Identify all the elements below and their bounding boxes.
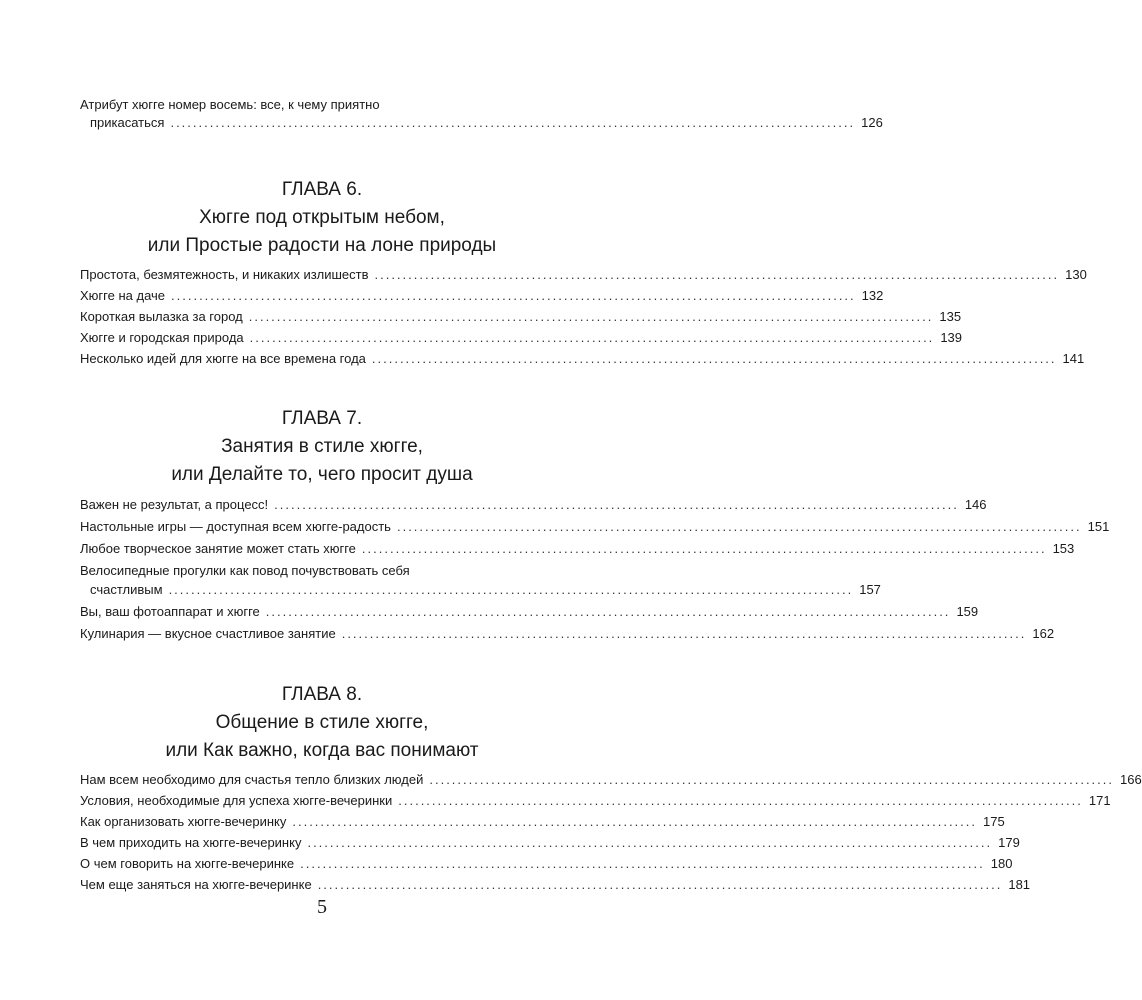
- toc-entry: [80, 266, 1087, 287]
- entry-title: Важен не результат, а процесс!: [80, 497, 269, 512]
- entry-page-number: 181: [1008, 877, 1031, 892]
- entry-title: Чем еще заняться на хюгге-вечеринке: [80, 877, 312, 892]
- toc-entry: [80, 329, 963, 350]
- dot-leader: ..........................................................................................................................: [265, 604, 951, 619]
- dot-leader: ..........................................................................................................................: [171, 288, 856, 303]
- toc-entry: [80, 562, 881, 603]
- entry-title: О чем говорить на хюгге-вечеринке: [80, 856, 295, 871]
- chapter-subtitle: или Делайте то, чего просит душа: [171, 464, 473, 485]
- dot-leader: ..........................................................................................................................: [274, 497, 959, 512]
- chapter-subtitle: или Простые радости на лоне природы: [147, 235, 497, 256]
- entry-page-number: 179: [998, 835, 1020, 850]
- toc-entry: [80, 540, 1075, 562]
- chapter-title: Занятия в стиле хюгге,: [221, 436, 423, 457]
- entry-page-number: 132: [861, 288, 884, 303]
- chapter-heading: [0, 405, 644, 489]
- toc-entry: [80, 96, 883, 132]
- dot-leader: ..........................................................................................................................: [300, 856, 985, 871]
- entry-page-number: 135: [939, 309, 962, 324]
- dot-leader: ..........................................................................................................................: [341, 626, 1027, 641]
- dot-leader: ..........................................................................................................................: [168, 582, 854, 597]
- entry-title: Кулинария — вкусное счастливое занятие: [80, 626, 336, 641]
- entry-page-number: 162: [1032, 626, 1055, 641]
- dot-leader: ..........................................................................................................................: [170, 115, 856, 130]
- toc-entry: [80, 855, 1013, 876]
- entry-page-number: 180: [990, 856, 1013, 871]
- toc-entry: [80, 813, 1005, 834]
- entry-title: Условия, необходимые для успеха хюгге-вечеринки: [80, 793, 393, 808]
- entry-title: Велосипедные прогулки как повод почувствовать себя: [80, 563, 410, 578]
- entry-page-number: 146: [964, 497, 987, 512]
- entry-title: Вы, ваш фотоаппарат и хюгге: [80, 604, 260, 619]
- entry-title: Хюгге на даче: [80, 288, 166, 303]
- entry-page-number: 126: [861, 115, 883, 130]
- entry-page-number: 175: [983, 814, 1005, 829]
- chapter-title: Хюгге под открытым небом,: [199, 207, 445, 228]
- entry-title-continuation: прикасаться: [90, 115, 165, 130]
- toc-entry: [80, 350, 1085, 371]
- dot-leader: ..........................................................................................................................: [292, 814, 978, 829]
- entry-title: Любое творческое занятие может стать хюгге: [80, 541, 356, 556]
- toc-entry: [80, 771, 1142, 792]
- entry-page-number: 139: [940, 330, 963, 345]
- chapter-label: ГЛАВА 6.: [281, 179, 363, 200]
- entry-page-number: 130: [1065, 267, 1087, 282]
- toc-list: [80, 266, 1087, 371]
- toc-list: [80, 771, 1142, 897]
- entry-title: Настольные игры — доступная всем хюгге-радость: [80, 519, 391, 534]
- toc-entry: [80, 792, 1111, 813]
- entry-title: В чем приходить на хюгге-вечеринку: [80, 835, 302, 850]
- dot-leader: ..........................................................................................................................: [396, 519, 1082, 534]
- entry-page-number: 171: [1088, 793, 1111, 808]
- dot-leader: ..........................................................................................................................: [374, 267, 1060, 282]
- dot-leader: ..........................................................................................................................: [398, 793, 1083, 808]
- toc-entry: [80, 308, 962, 329]
- entry-page-number: 159: [956, 604, 979, 619]
- toc-entry: [80, 603, 979, 625]
- entry-page-number: 166: [1120, 772, 1142, 787]
- toc-entry: [80, 518, 1110, 540]
- toc-entry: [80, 834, 1020, 855]
- dot-leader: ..........................................................................................................................: [249, 330, 935, 345]
- entry-page-number: 151: [1087, 519, 1110, 534]
- entry-page-number: 157: [859, 582, 881, 597]
- chapter-subtitle: или Как важно, когда вас понимают: [165, 740, 479, 761]
- toc-entry: [80, 496, 987, 518]
- toc-entry: [80, 287, 884, 308]
- entry-title-continuation: счастливым: [90, 582, 163, 597]
- entry-title: Атрибут хюгге номер восемь: все, к чему приятно: [80, 97, 380, 112]
- chapter-label: ГЛАВА 8.: [281, 684, 363, 705]
- toc-entry: [80, 876, 1031, 897]
- entry-title: Простота, безмятежность, и никаких излишеств: [80, 267, 369, 282]
- toc-entry: [80, 625, 1055, 647]
- dot-leader: ..........................................................................................................................: [371, 351, 1057, 366]
- entry-title: Несколько идей для хюгге на все времена года: [80, 351, 366, 366]
- dot-leader: ..........................................................................................................................: [248, 309, 934, 324]
- dot-leader: ..........................................................................................................................: [429, 772, 1115, 787]
- chapter-title: Общение в стиле хюгге,: [215, 712, 429, 733]
- entry-title: Нам всем необходимо для счастья тепло близких людей: [80, 772, 424, 787]
- dot-leader: ..........................................................................................................................: [307, 835, 993, 850]
- toc-list: [80, 496, 1110, 647]
- dot-leader: ..........................................................................................................................: [361, 541, 1047, 556]
- dot-leader: ..........................................................................................................................: [317, 877, 1003, 892]
- chapter-heading: [0, 176, 644, 260]
- entry-page-number: 153: [1052, 541, 1075, 556]
- entry-title: Короткая вылазка за город: [80, 309, 243, 324]
- entry-title: Хюгге и городская природа: [80, 330, 244, 345]
- entry-title: Как организовать хюгге-вечеринку: [80, 814, 287, 829]
- page-number: 5: [317, 896, 327, 918]
- entry-page-number: 141: [1062, 351, 1085, 366]
- chapter-label: ГЛАВА 7.: [281, 408, 363, 429]
- chapter-heading: [0, 681, 644, 765]
